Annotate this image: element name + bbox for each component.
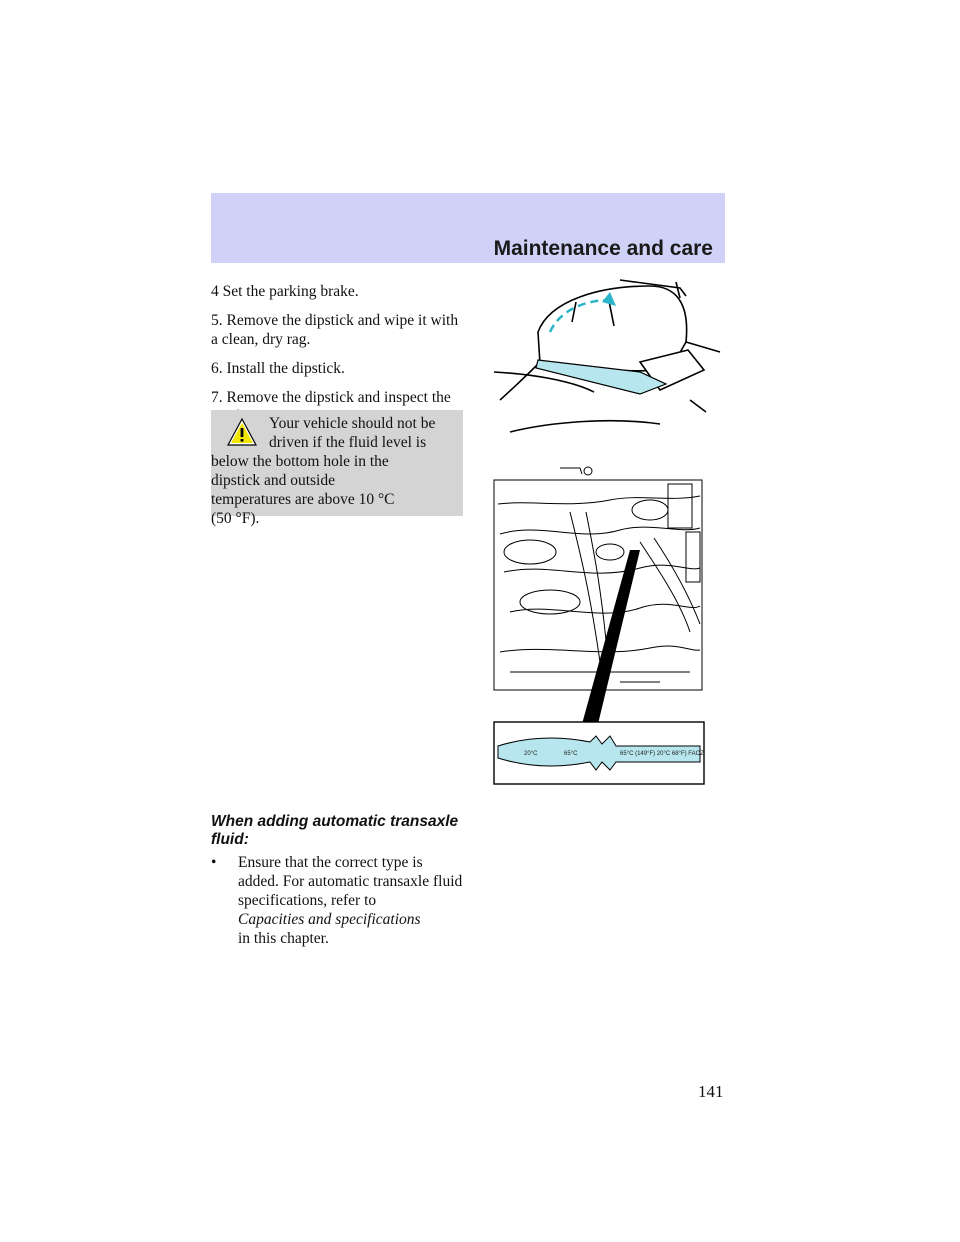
warning-box xyxy=(211,410,463,527)
section-subheading: When adding automatic transaxle fluid: xyxy=(211,813,459,848)
gauge-label: 65°C xyxy=(564,751,578,757)
header-band xyxy=(211,193,725,263)
capacities-reference: Capacities and specifications xyxy=(238,911,421,928)
bullet-list xyxy=(211,853,463,948)
step-6: 6. Install the dipstick. xyxy=(211,360,345,377)
bullet-text: Ensure that the correct type is added. For automatic transaxle fluid specifications, refer to Capacities and specifications in this chapter. xyxy=(238,854,463,947)
gauge-label: 20°C xyxy=(524,751,538,757)
warning-text xyxy=(211,410,451,528)
bullet-icon: • xyxy=(211,854,217,871)
step-7: 7. Remove the dipstick and inspect the xyxy=(211,389,451,406)
dipstick-illustration xyxy=(490,272,726,787)
warning-line: temperatures are above 10 °C xyxy=(211,491,395,508)
warning-line: dipstick and outside xyxy=(211,472,335,489)
chapter-title: Maintenance and care xyxy=(493,237,713,260)
warning-line: driven if the fluid level is xyxy=(269,434,427,451)
warning-line: (50 °F). xyxy=(211,510,260,527)
warning-line: below the bottom hole in the xyxy=(211,453,389,470)
page-number: 141 xyxy=(698,1082,724,1101)
warning-line: Your vehicle should not be xyxy=(269,415,436,432)
gauge-label: 65°C (149°F) 20°C 68°F) FAOZ xyxy=(620,751,704,757)
step-5: 5. Remove the dipstick and wipe it with a clean, dry rag. xyxy=(211,312,459,348)
list-item xyxy=(211,853,463,948)
step-4: 4 Set the parking brake. xyxy=(211,283,359,300)
